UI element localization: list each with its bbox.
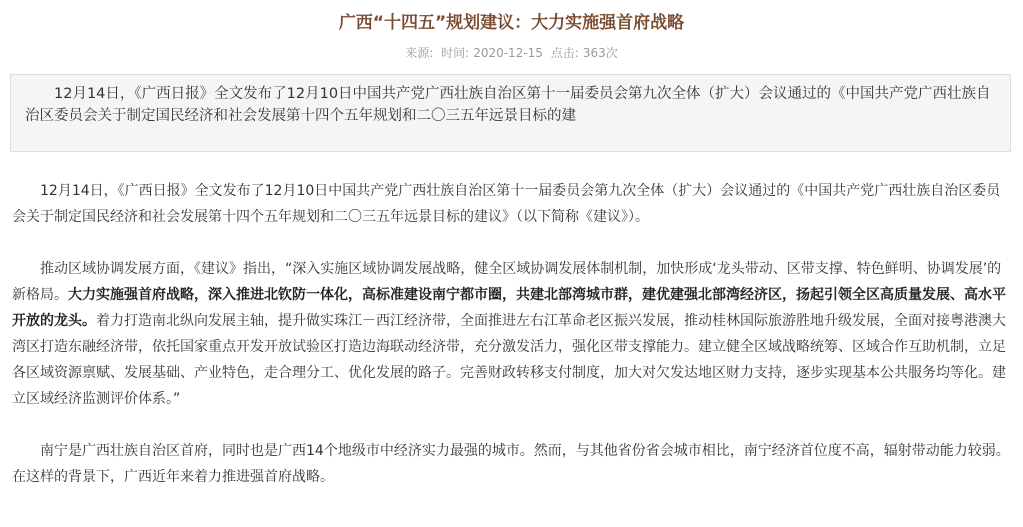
- article-body: [12, 178, 1012, 516]
- paragraph-2-lead: 推动区域协调发展方面，《建议》指出，“深入实施区域协调发展战略，健全区域协调发展体制机制，加快形成‘龙头带动、区带支撑、特色鲜明、协调发展’的新格局。: [12, 261, 1002, 303]
- publish-date: 2020-12-15: [473, 46, 543, 60]
- article-meta: [0, 44, 1023, 61]
- article-title: 广西“十四五”规划建议：大力实施强首府战略: [338, 13, 685, 33]
- article-summary: 12月14日，《广西日报》全文发布了12月10日中国共产党广西壮族自治区第十一届委员会第九次全体（扩大）会议通过的《中国共产党广西壮族自治区委员会关于制定国民经济和社会发展第十四个五年规划和二〇三五年远景目标的建: [10, 74, 1011, 152]
- source-label: 来源:: [405, 46, 434, 60]
- paragraph-2-bold: 大力实施强首府战略，深入推进北钦防一体化，高标准建设南宁都市圈，共建北部湾城市群，建优建强北部湾经济区，扬起引领全区高质量发展、高水平开放的龙头。: [12, 287, 1006, 329]
- paragraph-2: [12, 256, 1012, 412]
- views-label: 点击:: [550, 46, 579, 60]
- paragraph-2-rest: 着力打造南北纵向发展主轴，提升做实珠江－西江经济带，全面推进左右江革命老区振兴发展，推动桂林国际旅游胜地升级发展，全面对接粤港澳大湾区打造东融经济带，依托国家重点开发开放试验区打造边海联动经济带，充分激发活力，强化区带支撑能力。建立健全区域战略统筹、区域合作互助机制，立足各区域资源禀赋、发展基础、产业特色，走合理分工、优化发展的路子。完善财政转移支付制度，加大对欠发达地区财力支持，逐步实现基本公共服务均等化。建立区域经济监测评价体系。”: [12, 313, 1006, 407]
- paragraph-1: 12月14日，《广西日报》全文发布了12月10日中国共产党广西壮族自治区第十一届委员会第九次全体（扩大）会议通过的《中国共产党广西壮族自治区委员会关于制定国民经济和社会发展第十四个五年规划和二〇三五年远景目标的建议》（以下简称《建议》）。: [12, 183, 1001, 225]
- time-label: 时间:: [441, 46, 470, 60]
- paragraph-3: 南宁是广西壮族自治区首府，同时也是广西14个地级市中经济实力最强的城市。然而，与其他省份省会城市相比，南宁经济首位度不高，辐射带动能力较弱。在这样的背景下，广西近年来着力推进强首府战略。: [12, 443, 1010, 485]
- view-count: 363次: [582, 46, 618, 60]
